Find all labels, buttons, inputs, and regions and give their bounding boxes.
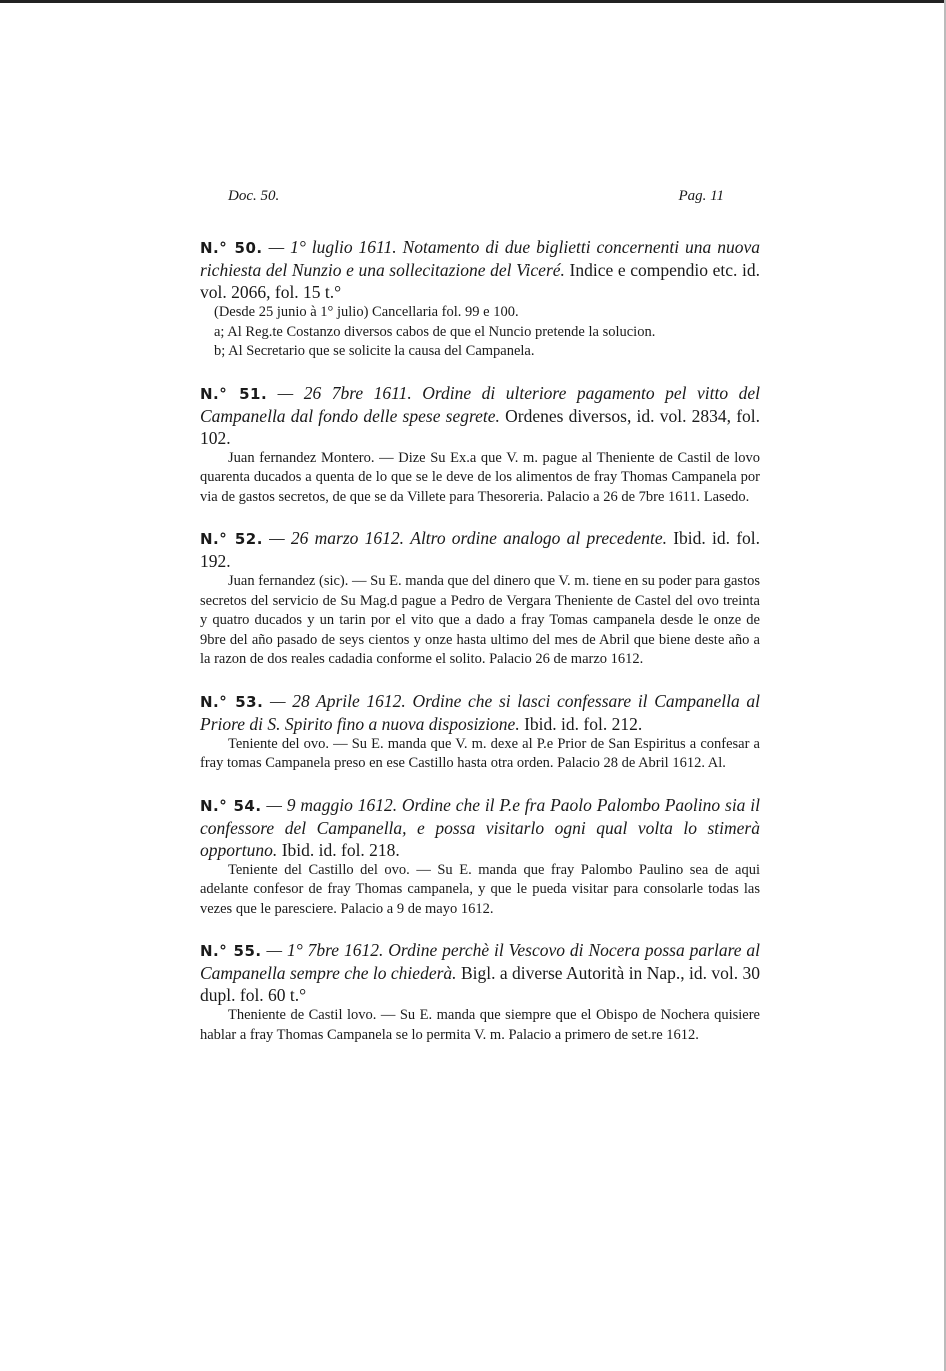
entry-date: — 9 maggio 1612. [266,794,398,815]
entry-body-paragraph: Teniente del Castillo del ovo. — Su E. manda que fray Palombo Paulino sea de aqui adelante confesor de fray Thomas campanela, y que le pueda visitar para consolarle todas las vezes que le paresciere. Palacio a 9 de mayo 1612. [200,861,760,917]
entry-body-line: (Desde 25 junio à 1° julio) Cancellaria fol. 99 e 100. [214,304,519,320]
entry-date: — 1° luglio 1611. [268,237,397,257]
entry-53 [200,690,760,774]
entry-date: — 26 marzo 1612. [269,528,405,548]
entry-54 [200,794,760,920]
entry-50 [200,236,760,362]
entry-description: Ordine perchè il Vescovo di Nocera possa parlare al Campanella sempre che lo chiederà. [200,940,761,983]
entry-number: N.° 51. [200,384,268,403]
entry-description: Notamento di due biglietti concernenti una nuova richiesta del Nunzio e una sollecitazione del Viceré. [200,237,761,280]
entry-51 [200,382,760,508]
entry-heading [200,690,760,735]
entry-description: Ordine di ulteriore pagamento pel vitto del Campanella dal fondo delle spese segrete. [200,382,760,426]
entry-52 [200,527,760,670]
entry-heading [200,236,760,303]
entry-description: Ordine che il P.e fra Paolo Palombo Paolino sia il confessore del Campanella, e possa visitarlo ogni qual volta lo stimerà opportuno. [200,794,760,860]
entry-number: N.° 54. [200,796,262,815]
entry-55 [200,939,760,1045]
entry-body-line: b; Al Secretario que se solicite la causa del Campanela. [214,343,535,359]
entry-heading [200,794,760,861]
top-border-rule [0,0,946,3]
running-head [228,188,724,205]
entry-source: Ibid. id. fol. 218. [281,839,400,860]
entry-body-line: a; Al Reg.te Costanzo diversos cabos de que el Nuncio pretende la solucion. [214,323,656,340]
entry-source: Ordenes diversos, id. vol. 2834, fol. 102. [200,405,761,448]
doc-number: Doc. 50. [228,188,280,204]
entry-heading [200,939,760,1006]
entry-body-paragraph: Juan fernandez Montero. — Dize Su Ex.a que V. m. pague al Theniente de Castil de lovo quarenta ducados a quenta de lo que se le deve de los alimentos de fray Thomas Campanela por via de gastos secretos, de que se da Villete para Thesoreria. Palacio a 26 de 7bre 1611. Lasedo. [200,449,760,505]
entry-number: N.° 55. [200,942,262,960]
entry-heading [200,527,760,572]
entry-date: — 26 7bre 1611. [277,382,412,403]
entry-description: Altro ordine analogo al precedente. [410,528,667,548]
entry-body-paragraph: Teniente del ovo. — Su E. manda que V. m. dexe al P.e Prior de San Espiritus a confesar a fray tomas Campanela preso en ese Castillo hasta otra orden. Palacio 28 de Abril 1612. Al. [200,735,760,771]
entry-number: N.° 50. [200,239,263,257]
entry-source: Indice e compendio etc. id. vol. 2066, fol. 15 t.° [200,260,761,302]
entry-number: N.° 53. [200,692,264,711]
entry-source: Bigl. a diverse Autorità in Nap., id. vol. 30 dupl. fol. 60 t.° [200,963,761,1005]
entry-heading [200,382,760,449]
entry-date: — 1° 7bre 1612. [266,940,384,960]
entry-source: Ibid. id. fol. 212. [524,713,643,734]
document-body [200,236,760,1065]
entry-body-paragraph: Theniente de Castil lovo. — Su E. manda que siempre que el Obispo de Nochera quisiere hablar a fray Thomas Campanela se lo permita V. m. Palacio a primero de set.re 1612. [200,1007,760,1043]
page-number: Pag. 11 [678,188,724,204]
entry-description: Ordine che si lasci confessare il Campanella al Priore di S. Spirito fino a nuova disposizione. [200,690,761,734]
entry-number: N.° 52. [200,530,263,548]
entry-date: — 28 Aprile 1612. [269,690,406,711]
entry-source: Ibid. id. fol. 192. [200,528,761,571]
entry-body-paragraph: Juan fernandez (sic). — Su E. manda que del dinero que V. m. tiene en su poder para gastos secretos del servicio de Su Mag.d pague a Pedro de Vergara Theniente de Castel del ovo treinta y quatro ducados y un tarin por el vito que a dado a fray Tomas campanela desde le onze de 9bre del año pasado de seys cientos y onze hasta ultimo del mes de Abril que biene deste año a la razon de dos reales cadadia conforme el solito. Palacio 26 de marzo 1612. [200,573,760,667]
